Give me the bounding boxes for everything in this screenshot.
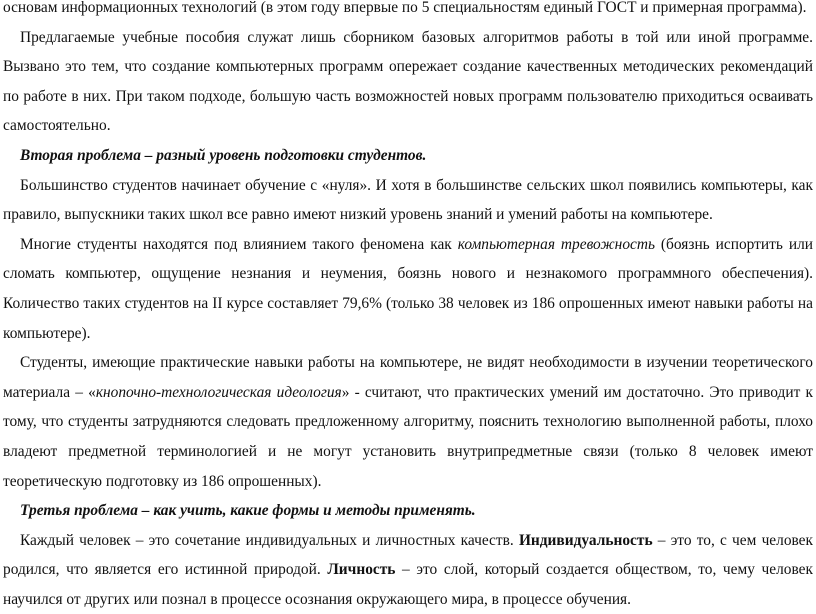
bold-term-individuality: Индивидуальность: [518, 531, 653, 549]
paragraph-text-before: Студенты, имеющие практические навыки работы на компьютере, не видят необходимости в изучении теоретического материала – «: [3, 354, 813, 401]
bold-term-personality: Личность: [327, 561, 396, 579]
paragraph-text-part1: Каждый человек – это сочетание индивидуальных и личностных качеств.: [20, 531, 519, 549]
paragraph-computer-anxiety: [3, 230, 813, 348]
heading-text: Третья проблема – как учить, какие формы и методы применять.: [20, 502, 476, 520]
paragraph-text-after: (боязнь испортить или сломать компьютер, ощущение незнания и неумения, боязнь нового и незнакомого программного обеспечения). Количество таких студентов на II курсе составляет 79,6% (только 38 человек из 186 опрошенных имеют навыки работы на компьютере).: [3, 235, 813, 342]
paragraph-individuality: [3, 526, 813, 614]
paragraph-zero-start: [3, 171, 813, 230]
paragraph-text-before: Многие студенты находятся под влиянием такого феномена как: [20, 235, 458, 253]
paragraph-continuation: [3, 0, 813, 23]
heading-second-problem: [3, 141, 813, 171]
paragraph-text-part3: – это слой, который создается обществом, то, чему человек научился от других или познал в процессе осознания окружающего мира, в процессе обучения.: [3, 561, 813, 608]
paragraph-text-after: » - считают, что практических умений им достаточно. Это приводит к тому, что студенты затрудняются следовать предложенному алгоритму, пояснить технологию выполненной работы, плохо владеют предметной терминологией и не могут установить внутрипредметные связи (только 8 человек имеют теоретическую подготовку из 186 опрошенных).: [3, 383, 813, 490]
italic-term: кнопочно-технологическая идеология: [95, 383, 342, 401]
paragraph-text: основам информационных технологий (в этом году впервые по 5 специальностям единый ГОСТ и примерная программа).: [3, 0, 807, 16]
paragraph-textbooks: [3, 23, 813, 141]
italic-term: компьютерная тревожность: [457, 235, 655, 253]
paragraph-text: Большинство студентов начинает обучение с «нуля». И хотя в большинстве сельских школ появились компьютеры, как правило, выпускники таких школ все равно имеют низкий уровень знаний и умений работы на компьютере.: [3, 176, 813, 224]
heading-third-problem: [3, 496, 813, 526]
paragraph-button-ideology: [3, 348, 813, 496]
heading-text: Вторая проблема – разный уровень подготовки студентов.: [20, 146, 427, 164]
paragraph-text: Предлагаемые учебные пособия служат лишь сборником базовых алгоритмов работы в той или иной программе. Вызвано это тем, что создание компьютерных программ опережает создание качественных методических рекомендаций по работе в них. При таком подходе, большую часть возможностей новых программ пользователю приходиться осваивать самостоятельно.: [3, 28, 813, 135]
paragraph-text-part2: – это то, с чем человек родился, что является его истинной природой.: [3, 531, 813, 579]
